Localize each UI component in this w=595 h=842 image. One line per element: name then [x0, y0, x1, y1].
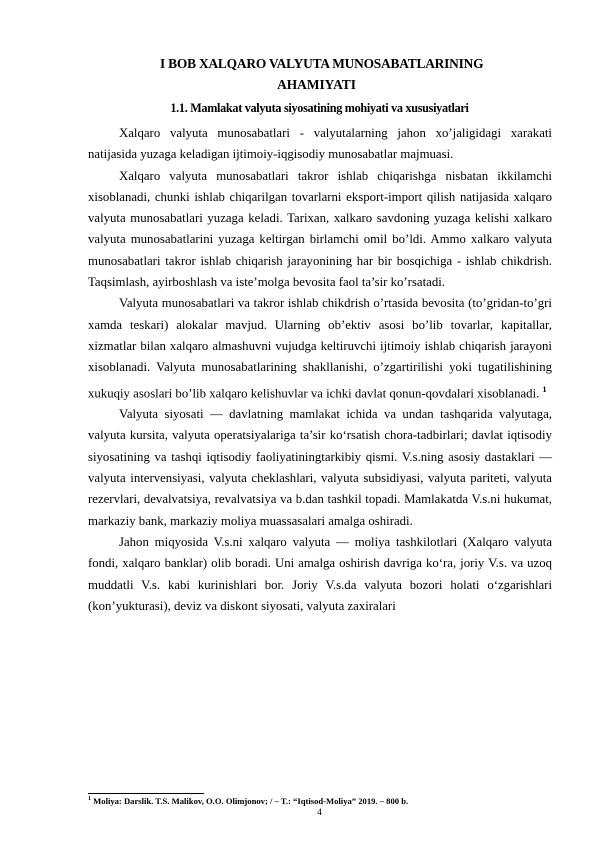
page-number: 4 [317, 808, 322, 818]
footnote-text: Moliya: Darslik. T.S. Malikov, O.O. Olimjonov; / – T.: “Iqtisod-Moliya” 2019. – 800 b. [93, 796, 409, 806]
paragraph-5: Jahon miqyosida V.s.ni xalqaro valyuta — moliya tashkilotlari (Xalqaro valyuta fondi, xalqaro banklar) olib boradi. Uni amalga oshirish davriga ko‘ra, joriy V.s. va uzoq muddatli V.s. kabi kurinishlari bor. Joriy V.s.da valyuta bozori holati o‘zgarishlari (kon’yukturasi), deviz va diskont siyosati, valyuta zaxiralari [88, 534, 552, 613]
paragraph-1: Xalqaro valyuta munosabatlari - valyutalarning jahon xo’jaligidagi xarakati natijasida yuzaga keladigan ijtimoiy-iqgisodiy munosabatlar majmuasi. [88, 126, 552, 162]
paragraph-3 [88, 293, 552, 404]
chapter-title-line2: AHAMIYATI [277, 77, 356, 92]
paragraph-3-text: Valyuta munosabatlari va takror ishlab chikdrish o’rtasida bevosita (to’gridan-to’gri xamda teskari) alokalar mavjud. Ularning ob’ektiv asosi bo’lib tovarlar, kapitallar, xizmatlar bilan xalqaro almashuvni vujudga keltiruvchi ijtimoiy ishlab chiqarish jarayoni xisoblanadi. Valyuta munosabatlarining shakllanishi, o’zgartirilishi yoki tugatilishining xukuqiy asoslari bo’lib xalqaro kelishuvlar va ichki davlat qonun-qovdalari xisoblanadi. [88, 296, 552, 400]
chapter-title-line1: I BOB XALQARO VALYUTA MUNOSABATLARINING [160, 56, 484, 71]
body-text [88, 123, 552, 617]
paragraph-4: Valyuta siyosati — davlatning mamlakat ichida va undan tashqarida valyutaga, valyuta kursita, valyuta operatsiyalariga ta’sir ko‘rsatish chora-tadbirlari; davlat iqtisodiy siyosatining va tashqi iqtisodiy faoliyatiningtarkibiy qismi. V.s.ning asosiy dastaklari — valyuta intervensiyasi, valyuta cheklashlari, valyuta subsidiyasi, valyuta pariteti, valyuta rezervlari, devalvatsiya, revalvatsiya va b.dan tashkil topadi. Mamlakatda V.s.ni hukumat, markaziy bank, markaziy moliya muassasalari amalga oshiradi. [88, 407, 552, 528]
footnote-divider [88, 793, 204, 794]
section-subtitle: 1.1. Mamlakat valyuta siyosatining mohiyati va xususiyatlari [170, 101, 469, 115]
footnote-reference[interactable]: 1 [542, 384, 547, 394]
footnote-mark: 1 [88, 796, 91, 803]
paragraph-2: Xalqaro valyuta munosabatlari takror ishlab chiqarishga nisbatan ikkilamchi xisoblanadi, chunki ishlab chiqarilgan tovarlarni eksport-import qilish natijasida xalqaro valyuta munosabatlari yuzaga keladi. Tarixan, xalkaro savdoning yuzaga kelishi xalkaro valyuta munosabatlarini yuzaga keltirgan birlamchi omil bo’ldi. Ammo xalkaro valyuta munosabatlari takror ishlab chiqarish jarayonining har bir bosqichiga - ishlab chikdrish. Taqsimlash, ayirboshlash va iste’molga bevosita faol ta’sir ko’rsatadi. [88, 168, 552, 290]
footnote [88, 796, 558, 806]
